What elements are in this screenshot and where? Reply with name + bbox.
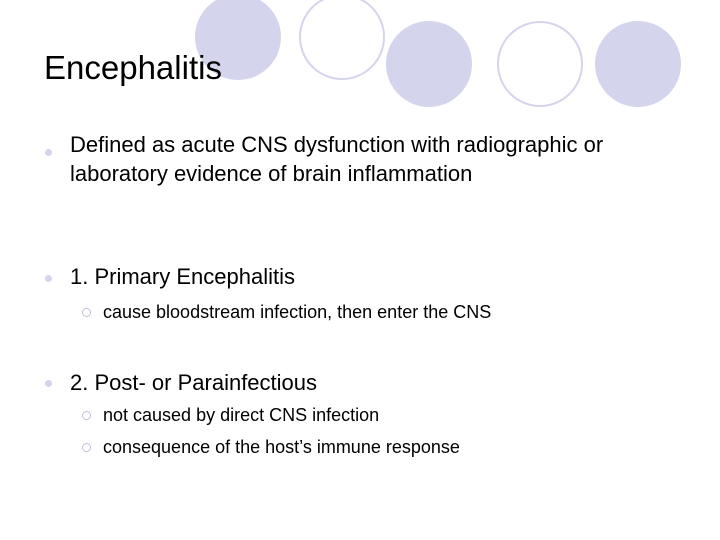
sub-bullet-text: consequence of the host’s immune response: [103, 437, 460, 457]
decorative-circle-icon: [595, 21, 681, 107]
bullet-dot-icon: [45, 149, 52, 156]
sub-bullet-ring-icon: [82, 308, 91, 317]
slide-title: Encephalitis: [44, 49, 222, 86]
decorative-circle-icon: [299, 0, 385, 80]
bullet-text: 1. Primary Encephalitis: [70, 264, 295, 289]
sub-bullet-text: cause bloodstream infection, then enter the CNS: [103, 302, 492, 322]
bullet-dot-icon: [45, 380, 52, 387]
sub-bullet-ring-icon: [82, 411, 91, 420]
bullet-text: 2. Post- or Parainfectious: [70, 370, 318, 395]
decorative-circle-icon: [497, 21, 583, 107]
decorative-circle-icon: [386, 21, 472, 107]
bullet-text: Defined as acute CNS dysfunction with radiographic or laboratory evidence of brain inflammation: [70, 132, 604, 186]
sub-bullet-ring-icon: [82, 443, 91, 452]
bullet-dot-icon: [45, 275, 52, 282]
sub-bullet-text: not caused by direct CNS infection: [103, 405, 380, 425]
